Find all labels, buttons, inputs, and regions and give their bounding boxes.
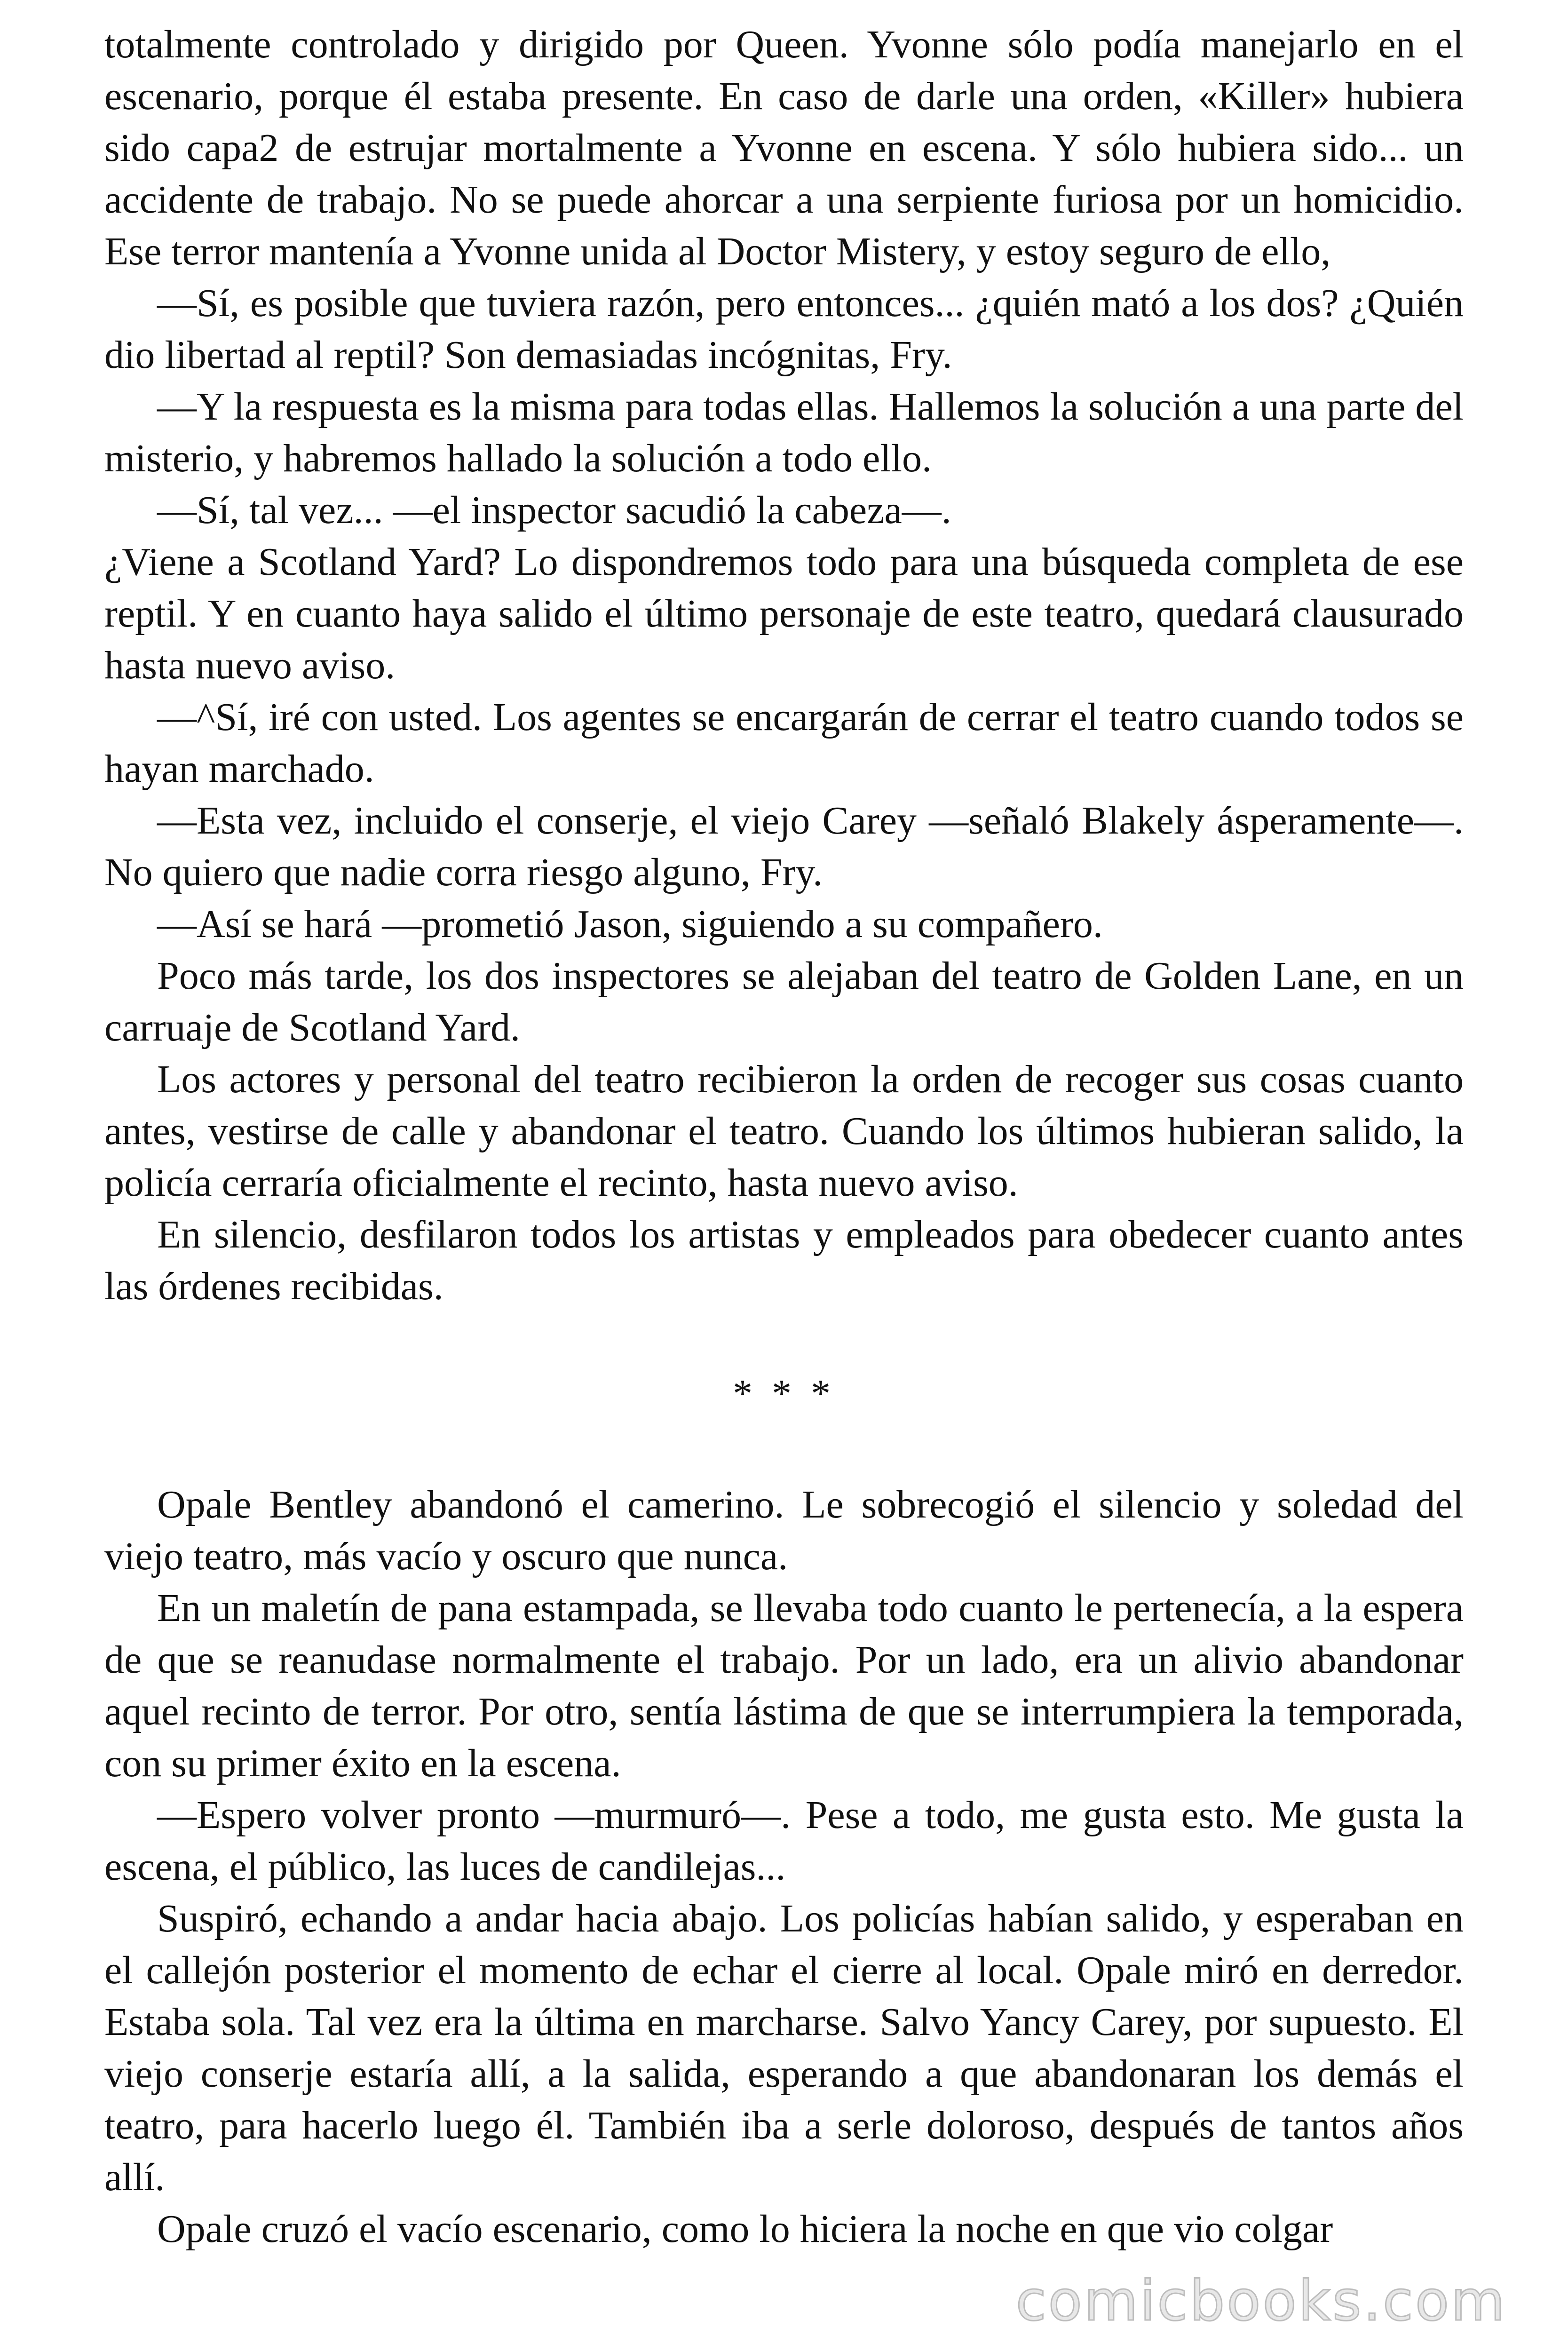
paragraph: —^Sí, iré con usted. Los agentes se encargarán de cerrar el teatro cuando todos se hayan marchado. <box>104 695 1464 791</box>
paragraph: —Así se hará —prometió Jason, siguiendo a su compañero. <box>157 902 1103 946</box>
paragraph: —Sí, es posible que tuviera razón, pero entonces... ¿quién mató a los dos? ¿Quién dio libertad al reptil? Son demasiadas incógnitas, Fry. <box>104 281 1464 377</box>
scene-break-separator: * * * <box>733 1372 835 1415</box>
paragraph-continuation: totalmente controlado y dirigido por Queen. Yvonne sólo podía manejarlo en el escenario, porque él estaba presente. En caso de darle una orden, «Killer» hubiera sido capa2 de estrujar mortalmente a Yvonne en escena. Y sólo hubiera sido... un accidente de trabajo. No se puede ahorcar a una serpiente furiosa por un homicidio. Ese terror mantenía a Yvonne unida al Doctor Mistery, y estoy seguro de ello, <box>104 23 1464 273</box>
paragraph-continued: Opale cruzó el vacío escenario, como lo hiciera la noche en que vio colgar <box>157 2207 1333 2251</box>
book-page <box>104 19 1464 2255</box>
paragraph: Suspiró, echando a andar hacia abajo. Los policías habían salido, y esperaban en el callejón posterior el momento de echar el cierre al local. Opale miró en derredor. Estaba sola. Tal vez era la última en marcharse. Salvo Yancy Carey, por supuesto. El viejo conserje estaría allí, a la salida, esperando a que abandonaran los demás el teatro, para hacerlo luego él. También iba a serle doloroso, después de tantos años allí. <box>104 1897 1464 2199</box>
paragraph: —Espero volver pronto —murmuró—. Pese a todo, me gusta esto. Me gusta la escena, el público, las luces de candilejas... <box>104 1793 1464 1889</box>
paragraph: —Y la respuesta es la misma para todas ellas. Hallemos la solución a una parte del misterio, y habremos hallado la solución a todo ello. <box>104 385 1464 480</box>
paragraph: Los actores y personal del teatro recibieron la orden de recoger sus cosas cuanto antes, vestirse de calle y abandonar el teatro. Cuando los últimos hubieran salido, la policía cerraría oficialmente el recinto, hasta nuevo aviso. <box>104 1057 1464 1205</box>
watermark: comicbooks.com <box>1015 2268 1507 2333</box>
paragraph: En un maletín de pana estampada, se llevaba todo cuanto le pertenecía, a la espera de que se reanudase normalmente el trabajo. Por un lado, era un alivio abandonar aquel recinto de terror. Por otro, sentía lástima de que se interrumpiera la temporada, con su primer éxito en la escena. <box>104 1586 1464 1785</box>
paragraph: —Sí, tal vez... —el inspector sacudió la cabeza—. <box>157 488 951 532</box>
paragraph: En silencio, desfilaron todos los artistas y empleados para obedecer cuanto antes las órdenes recibidas. <box>104 1213 1464 1308</box>
paragraph: —Esta vez, incluido el conserje, el viejo Carey —señaló Blakely ásperamente—. No quiero que nadie corra riesgo alguno, Fry. <box>104 799 1464 894</box>
paragraph: Opale Bentley abandonó el camerino. Le sobrecogió el silencio y soledad del viejo teatro, más vacío y oscuro que nunca. <box>104 1483 1464 1578</box>
paragraph: ¿Viene a Scotland Yard? Lo dispondremos todo para una búsqueda completa de ese reptil. Y en cuanto haya salido el último personaje de este teatro, quedará clausurado hasta nuevo aviso. <box>104 540 1464 687</box>
paragraph: Poco más tarde, los dos inspectores se alejaban del teatro de Golden Lane, en un carruaje de Scotland Yard. <box>104 954 1464 1049</box>
